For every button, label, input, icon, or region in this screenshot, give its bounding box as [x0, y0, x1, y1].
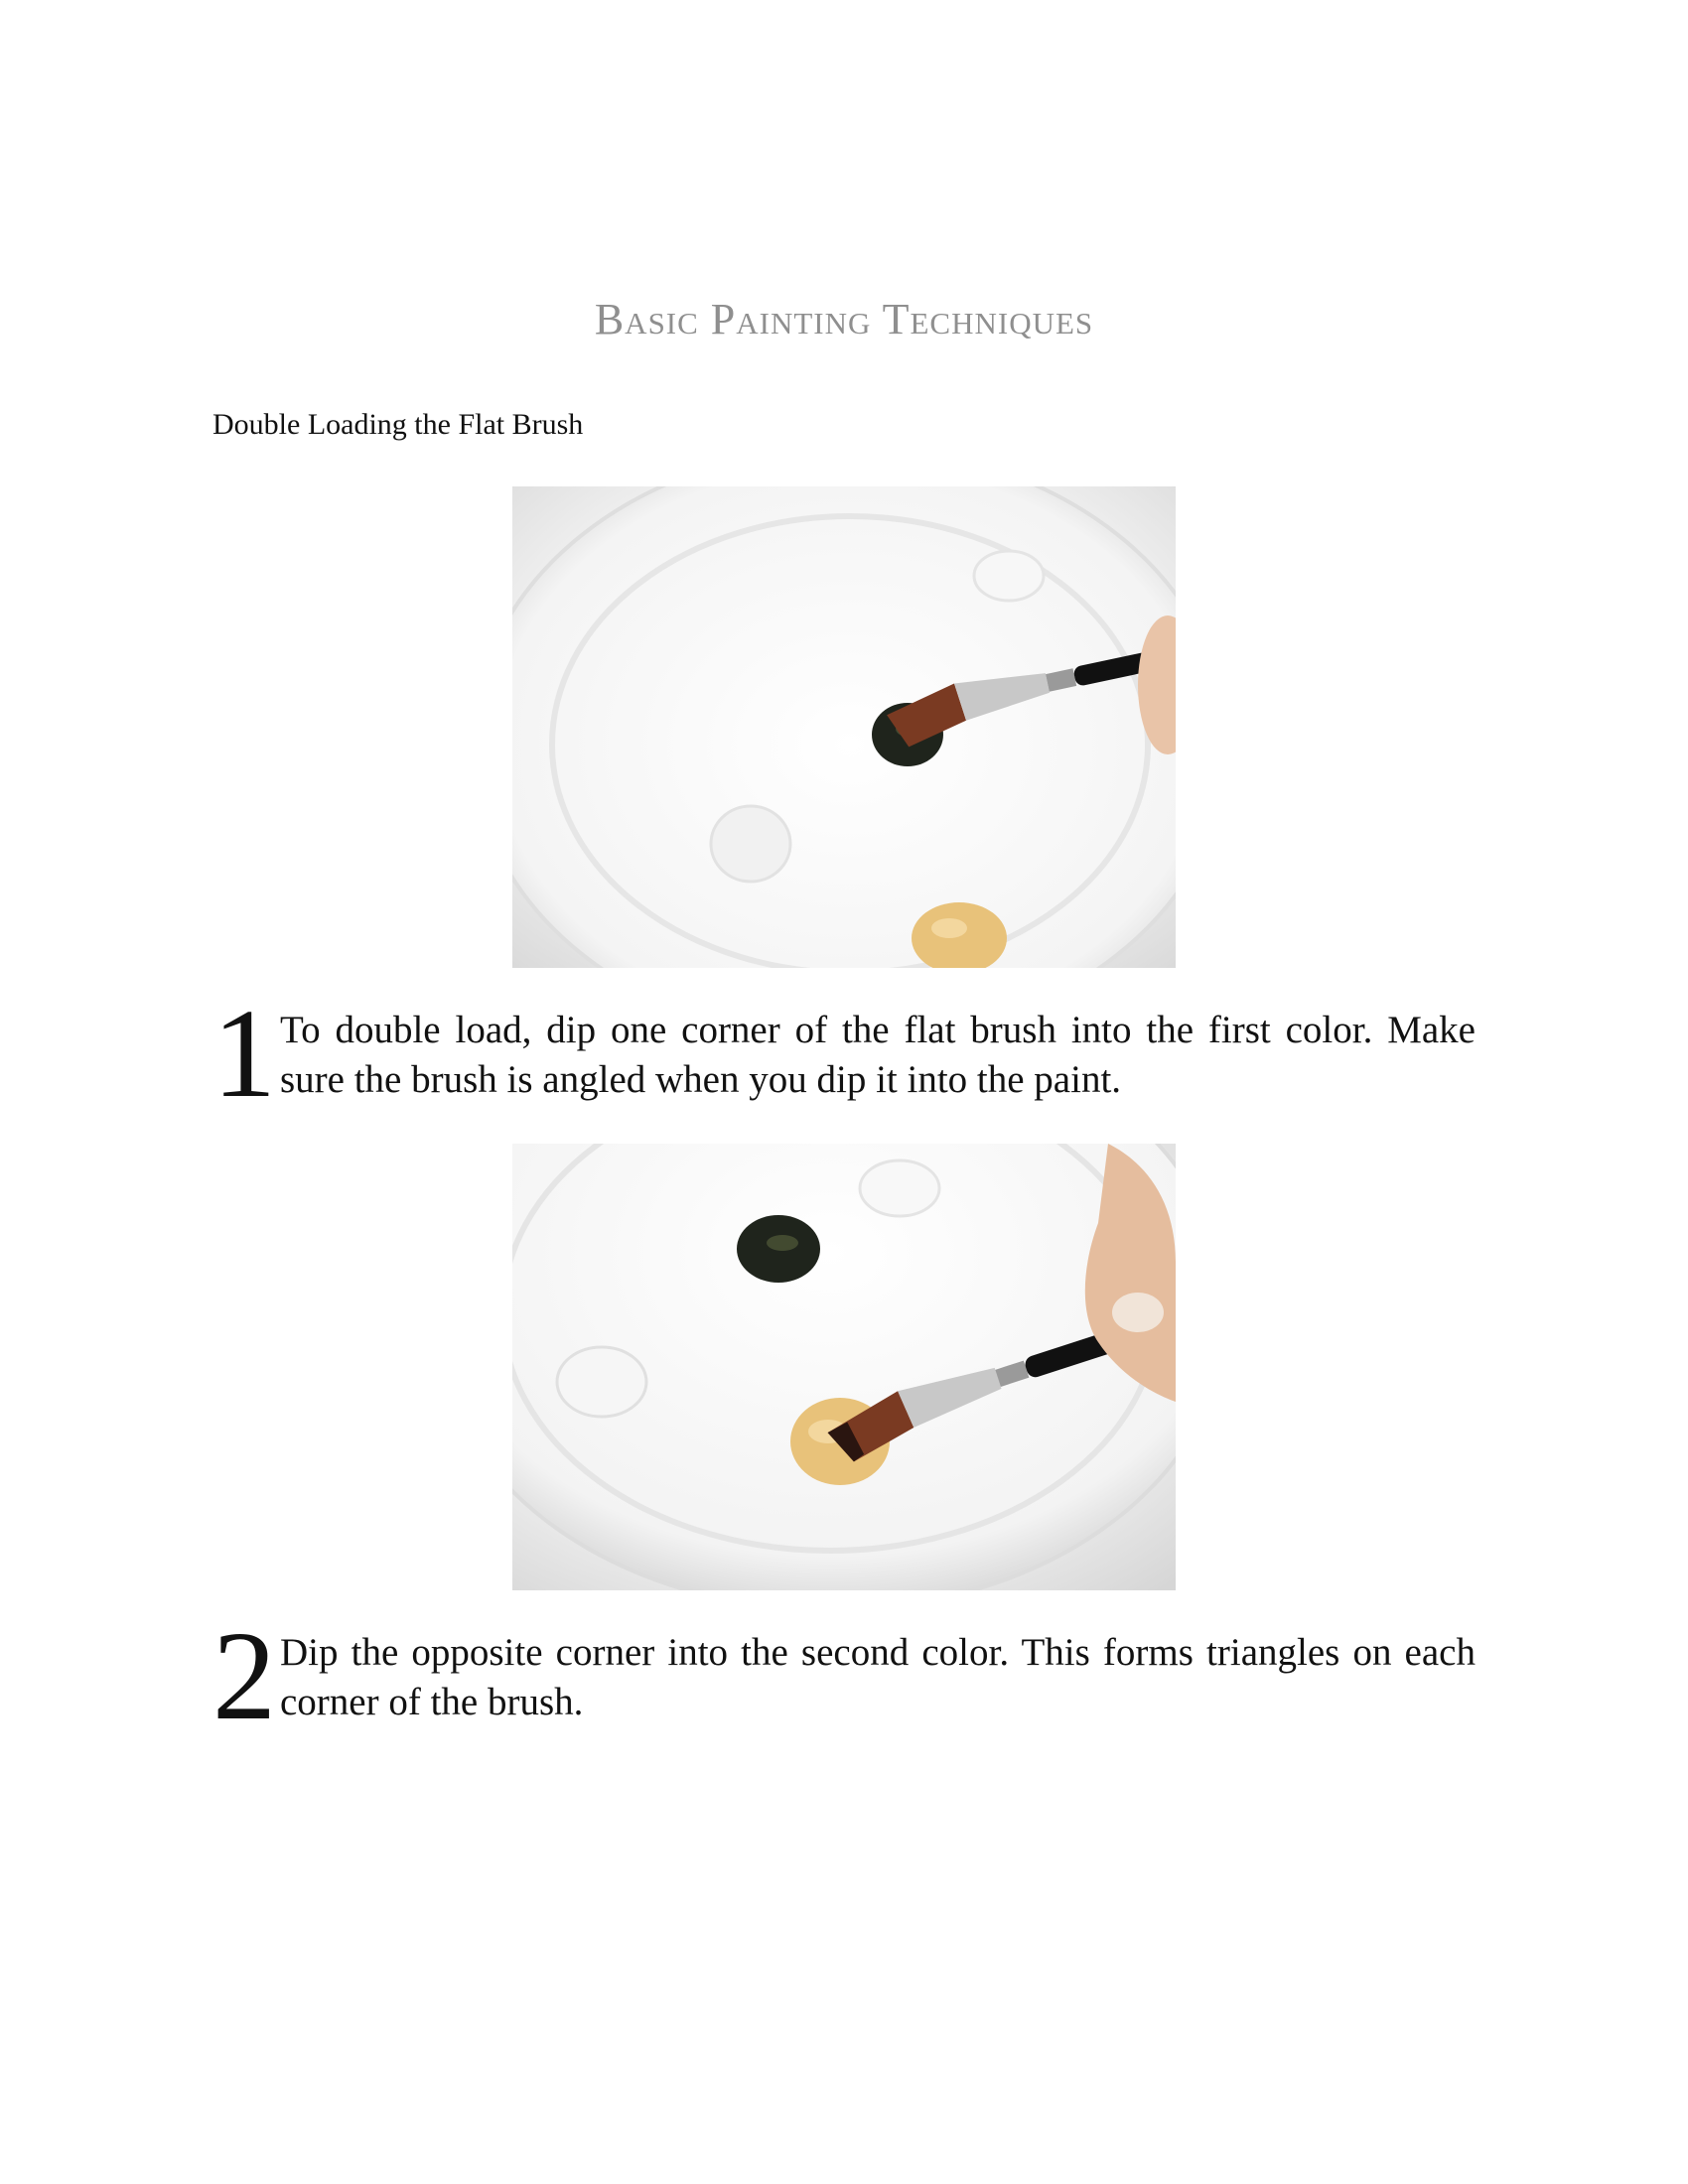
step-text: To double load, dip one corner of the flat brush into the first color. Make sure the brush is angled when you dip it into the paint.	[280, 1009, 1476, 1101]
section-heading: Double Loading the Flat Brush	[212, 408, 584, 441]
step-1-photo	[512, 486, 1176, 968]
step-2-photo	[512, 1144, 1176, 1590]
step-2	[212, 1605, 1476, 1746]
palette-brush-dark-paint-image	[512, 486, 1176, 968]
step-1	[212, 983, 1476, 1124]
palette-brush-light-paint-image	[512, 1144, 1176, 1590]
step-text: Dip the opposite corner into the second color. This forms triangles on each corner of the brush.	[280, 1631, 1476, 1723]
step-number: 1	[212, 983, 276, 1124]
page-title: Basic Painting Techniques	[594, 295, 1094, 343]
step-number: 2	[212, 1605, 276, 1746]
